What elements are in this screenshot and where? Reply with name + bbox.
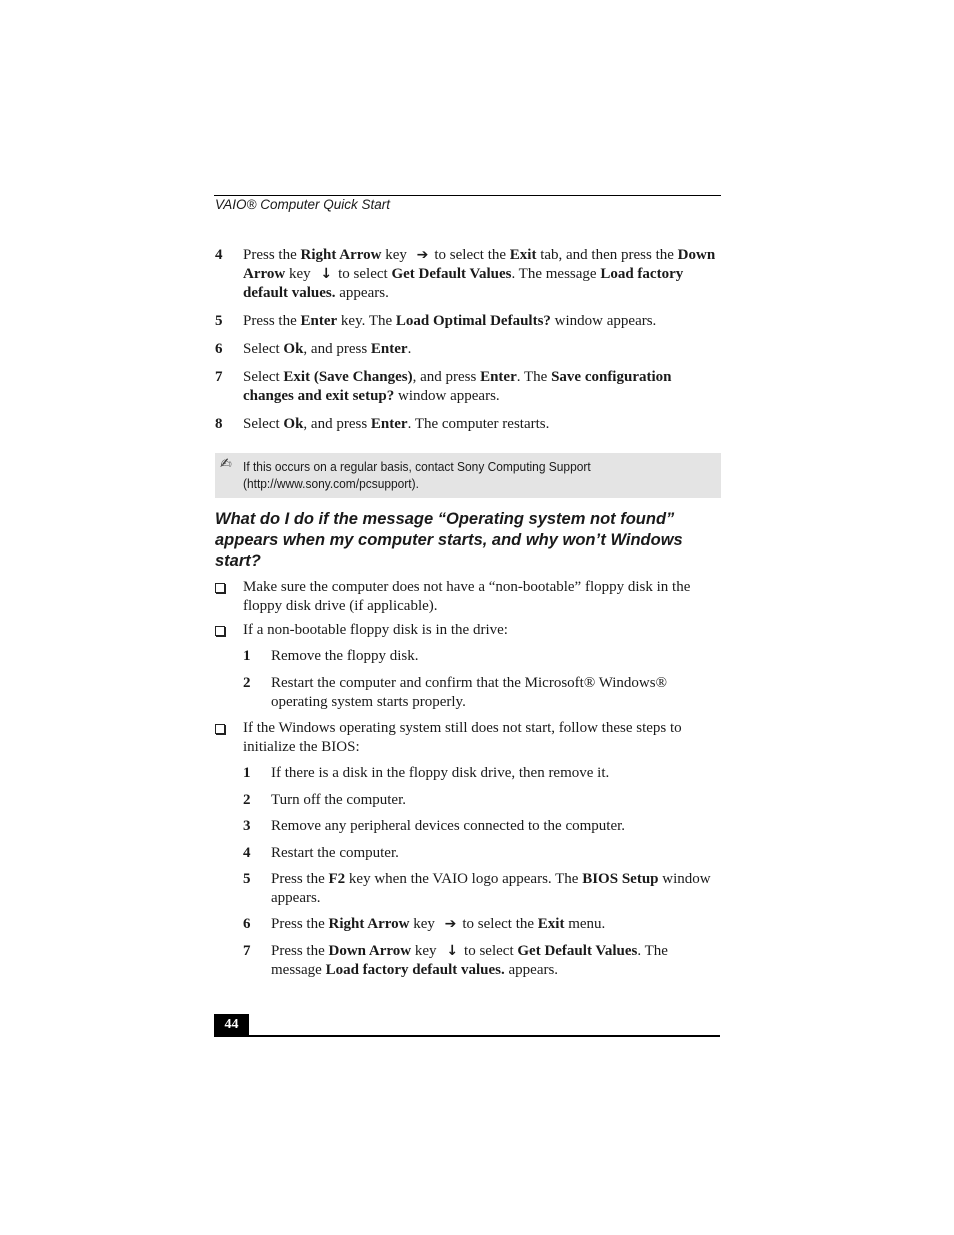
step-8: [215, 415, 721, 434]
bullet-item: [215, 578, 721, 616]
bold-term: Load Optimal Defaults?: [395, 313, 551, 329]
step-text: If there is a disk in the floppy disk drive, then remove it.: [271, 765, 610, 781]
bold-term: Save configuration changes and exit setup?: [243, 369, 672, 404]
step-number: 4: [215, 247, 223, 263]
step-number: 4: [243, 845, 251, 861]
step-text: Restart the computer.: [271, 845, 399, 861]
step-number: 3: [243, 818, 251, 834]
footer-rule: [214, 1035, 720, 1037]
header-rule: [214, 195, 721, 196]
arrow-down-icon: ↓: [320, 266, 333, 282]
substep-4: [243, 844, 721, 863]
pencil-icon: ✍: [220, 456, 232, 472]
bold-term: Get Default Values: [391, 266, 512, 282]
step-text: Select Ok, and press Enter.: [243, 341, 412, 357]
bold-term: Right Arrow: [328, 916, 410, 932]
step-text: Press the Right Arrow key ➔ to select the Exit tab, and then press the Down Arrow key ↓ to select Get Default Values. The message Load factory default values. appears.: [243, 247, 716, 301]
page-number: 44: [214, 1014, 249, 1036]
step-text: Turn off the computer.: [271, 792, 406, 808]
step-number: 6: [215, 341, 223, 357]
bold-term: Enter: [370, 341, 408, 357]
step-number: 6: [243, 916, 251, 932]
step-text: Press the Enter key. The Load Optimal Defaults? window appears.: [243, 313, 657, 329]
bold-term: Right Arrow: [300, 247, 382, 263]
substep-7: [243, 942, 721, 980]
step-6: [215, 340, 721, 359]
step-number: 1: [243, 648, 251, 664]
bullet-text: Make sure the computer does not have a “non-bootable” floppy disk in the floppy disk drive (if applicable).: [243, 579, 691, 614]
step-number: 8: [215, 416, 223, 432]
checkbox-bullet-icon: [215, 724, 225, 734]
step-5: [215, 312, 721, 331]
arrow-down-icon: ↓: [446, 943, 459, 959]
note-text: If this occurs on a regular basis, contact Sony Computing Support (http://www.sony.com/pcsupport).: [243, 459, 591, 491]
bold-term: Exit (Save Changes): [283, 369, 413, 385]
bold-term: Exit: [537, 916, 565, 932]
step-text: Select Exit (Save Changes), and press Enter. The Save configuration changes and exit setup? window appears.: [243, 369, 672, 404]
bullet-text: If the Windows operating system still does not start, follow these steps to initialize the BIOS:: [243, 720, 682, 755]
bold-term: Ok: [283, 416, 304, 432]
bold-term: Down Arrow: [243, 247, 716, 282]
step-text: Press the Down Arrow key ↓ to select Get Default Values. The message Load factory default values. appears.: [271, 943, 668, 978]
bold-term: Get Default Values: [517, 943, 638, 959]
step-4: [215, 246, 721, 303]
step-text: Select Ok, and press Enter. The computer restarts.: [243, 416, 550, 432]
running-header: VAIO® Computer Quick Start: [215, 197, 391, 212]
bold-term: Enter: [300, 313, 338, 329]
bullet-text: If a non-bootable floppy disk is in the drive:: [243, 622, 508, 638]
substep-3: [243, 817, 721, 836]
substep-2: [243, 674, 721, 712]
bold-term: Exit: [509, 247, 537, 263]
substep-5: [243, 870, 721, 908]
step-text: Press the F2 key when the VAIO logo appears. The BIOS Setup window appears.: [271, 871, 711, 906]
step-number: 7: [215, 369, 223, 385]
step-number: 2: [243, 675, 251, 691]
bullet-item: [215, 719, 721, 757]
step-number: 5: [215, 313, 223, 329]
bullet-item: [215, 621, 721, 640]
arrow-right-icon: ➔: [416, 247, 429, 263]
step-text: Press the Right Arrow key ➔ to select the Exit menu.: [271, 916, 606, 932]
bold-term: Enter: [370, 416, 408, 432]
step-text: Restart the computer and confirm that the Microsoft® Windows® operating system starts properly.: [271, 675, 667, 710]
bold-term: Enter: [480, 369, 517, 385]
bold-term: Down Arrow: [328, 943, 412, 959]
bold-term: F2: [328, 871, 346, 887]
bold-term: Load factory default values.: [243, 266, 684, 301]
bold-term: BIOS Setup: [582, 871, 659, 887]
note-box: [215, 453, 721, 498]
checkbox-bullet-icon: [215, 626, 225, 636]
section-heading: What do I do if the message “Operating system not found” appears when my computer starts, and why won’t Windows start?: [215, 510, 683, 570]
bold-term: Load factory default values.: [325, 962, 505, 978]
arrow-right-icon: ➔: [444, 916, 457, 932]
step-text: Remove any peripheral devices connected to the computer.: [271, 818, 626, 834]
bold-term: Ok: [283, 341, 304, 357]
step-text: Remove the floppy disk.: [271, 648, 419, 664]
step-number: 5: [243, 871, 251, 887]
step-number: 7: [243, 943, 251, 959]
step-7: [215, 368, 721, 406]
substep-1: [243, 647, 721, 666]
step-number: 2: [243, 792, 251, 808]
step-number: 1: [243, 765, 251, 781]
substep-6: [243, 915, 721, 934]
checkbox-bullet-icon: [215, 583, 225, 593]
substep-1: [243, 764, 721, 783]
substep-2: [243, 791, 721, 810]
